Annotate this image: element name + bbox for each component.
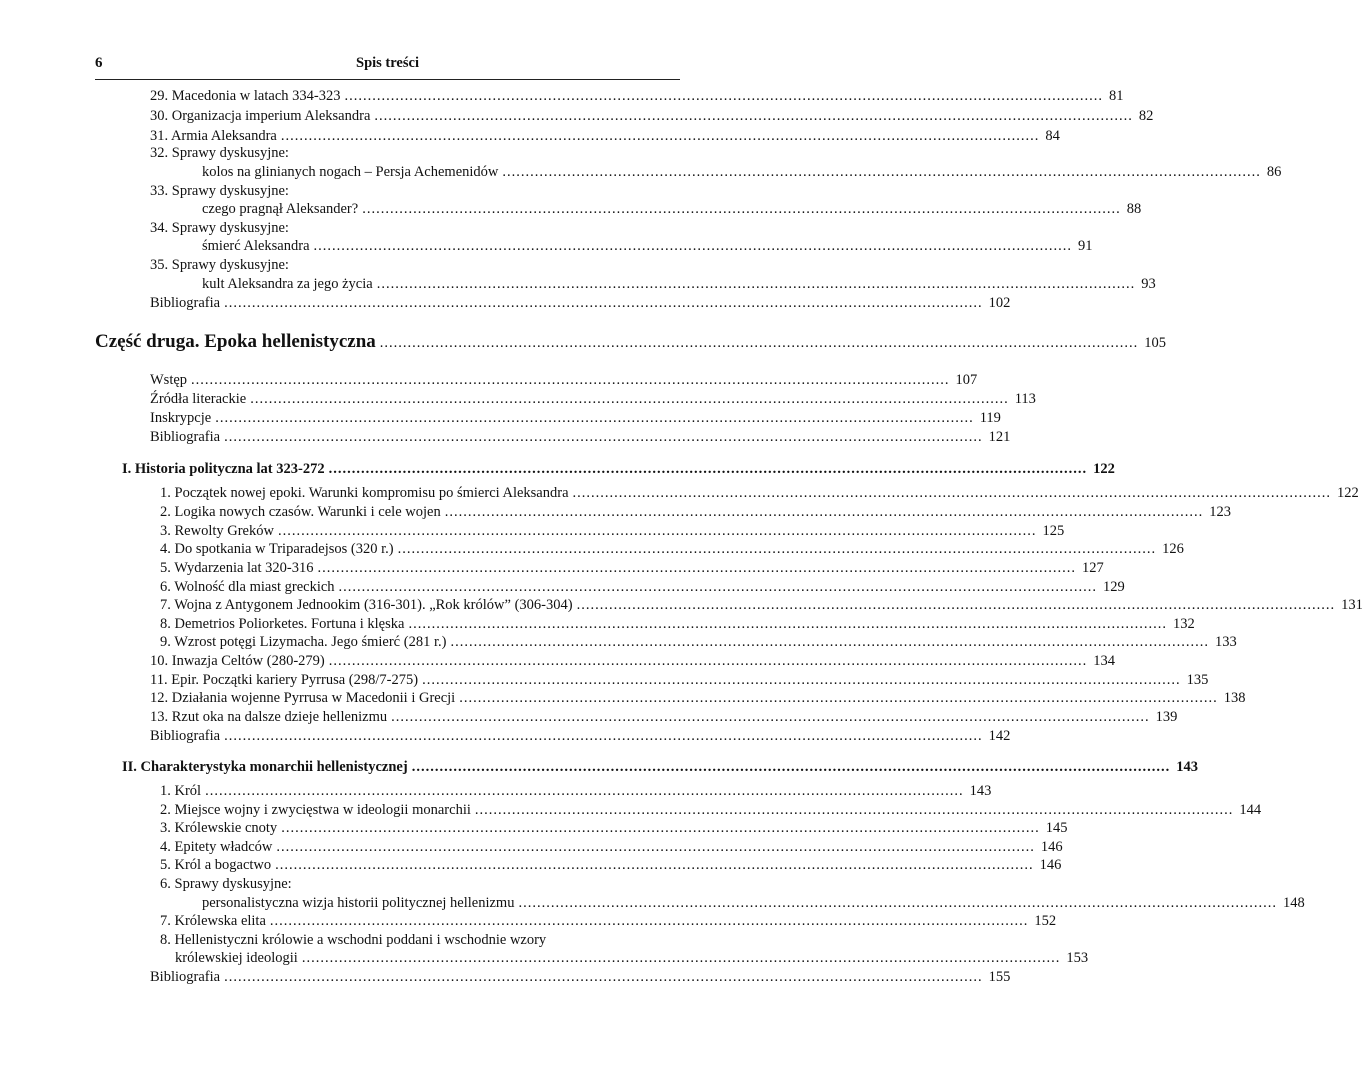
dot-leader: .................................................................................................................................................................... [269,913,1029,929]
toc-entry-title: 1. Początek nowej epoki. Warunki kompromisu po śmierci Aleksandra [160,485,569,501]
toc-entry-page: 88 [1126,201,1142,217]
dot-leader: .................................................................................................................................................................... [344,88,1103,104]
toc-entry-page: 138 [1223,690,1246,706]
toc-entry [160,837,1063,857]
toc-entry-page: 135 [1186,672,1209,688]
dot-leader: .................................................................................................................................................................... [362,201,1121,217]
toc-entry-page: 93 [1141,276,1156,292]
dot-leader: .................................................................................................................................................................... [224,295,983,311]
dot-leader: .................................................................................................................................................................... [408,616,1167,632]
toc-entry-page: 127 [1081,560,1104,576]
toc-entry-title: 29. Macedonia w latach 334-323 [150,88,341,104]
toc-entry [160,930,546,950]
dot-leader: .................................................................................................................................................................... [224,969,983,985]
toc-entry-page: 107 [955,372,978,388]
toc-entry-page: 134 [1093,653,1116,669]
toc-entry [160,521,1065,541]
toc-entry-title: Wstęp [150,372,188,388]
dot-leader: .................................................................................................................................................................... [376,276,1136,292]
toc-entry [160,502,1231,522]
toc-entry [150,688,1246,708]
dot-leader: .................................................................................................................................................................... [328,461,1088,477]
dot-leader: .................................................................................................................................................................... [518,895,1277,911]
toc-entry-page: 91 [1078,238,1093,254]
toc-entry [160,539,1184,559]
dot-leader: .................................................................................................................................................................... [450,634,1209,650]
toc-entry-page: 146 [1040,839,1063,855]
toc-entry-page: 84 [1045,128,1060,144]
toc-entry [160,483,1359,503]
page-number: 6 [95,55,103,71]
toc-entry-page: 105 [1144,335,1167,351]
toc-entry-page: 143 [1176,759,1198,775]
dot-leader: .................................................................................................................................................................... [411,759,1171,775]
dot-leader: .................................................................................................................................................................... [275,857,1034,873]
toc-entry [160,818,1068,838]
toc-entry-title: 1. Król [160,783,202,799]
toc-entry-title: królewskiej ideologii [175,950,298,966]
toc-entry-page: 144 [1239,802,1262,818]
toc-entry [202,236,1093,256]
toc-entry-title: 32. Sprawy dyskusyjne: [150,145,289,161]
toc-entry-title: 6. Wolność dla miast greckich [160,579,335,595]
toc-entry [150,707,1178,727]
toc-entry [150,427,1011,447]
toc-entry [160,855,1062,875]
toc-entry-title: 34. Sprawy dyskusyjne: [150,220,289,236]
toc-entry [150,967,1011,987]
toc-entry-page: 125 [1042,523,1065,539]
toc-entry-page: 102 [988,295,1011,311]
dot-leader: .................................................................................................................................................................... [301,950,1061,966]
toc-entry-title: I. Historia polityczna lat 323-272 [122,461,325,477]
toc-entry [150,106,1154,126]
toc-entry-title: Źródła literackie [150,391,247,407]
toc-entry-page: 143 [969,783,992,799]
toc-entry-title: Inskrypcje [150,410,212,426]
dot-leader: .................................................................................................................................................................... [317,560,1076,576]
toc-entry-title: 30. Organizacja imperium Aleksandra [150,108,371,124]
toc-entry [202,199,1142,219]
dot-leader: .................................................................................................................................................................... [422,672,1181,688]
toc-entry [150,670,1209,690]
toc-entry-title: 3. Królewskie cnoty [160,820,278,836]
toc-entry-title: Bibliografia [150,295,221,311]
dot-leader: .................................................................................................................................................................... [391,709,1150,725]
toc-entry [160,911,1057,931]
toc-entry-title: 31. Armia Aleksandra [150,128,277,144]
toc-entry [202,893,1305,913]
toc-entry-title: 6. Sprawy dyskusyjne: [160,876,292,892]
toc-entry [175,948,1089,968]
dot-leader: .................................................................................................................................................................... [397,541,1157,557]
toc-entry-page: 113 [1014,391,1036,407]
toc-entry-title: 12. Działania wojenne Pyrrusa w Macedonii i Grecji [150,690,456,706]
toc-entry [160,632,1237,652]
toc-entry [160,558,1104,578]
dot-leader: .................................................................................................................................................................... [191,372,950,388]
toc-entry [150,370,978,390]
toc-entry-title: 8. Demetrios Poliorketes. Fortuna i klęska [160,616,405,632]
toc-entry-page: 148 [1282,895,1305,911]
toc-entry-page: 86 [1266,164,1282,180]
toc-entry [160,800,1262,820]
toc-entry [150,86,1124,106]
toc-section-heading [122,459,1115,479]
dot-leader: .................................................................................................................................................................... [572,485,1332,501]
toc-entry-title: 4. Epitety władców [160,839,273,855]
dot-leader: .................................................................................................................................................................... [379,335,1139,351]
toc-entry [150,143,289,163]
toc-entry-page: 129 [1103,579,1125,595]
toc-entry-title: śmierć Aleksandra [202,238,310,254]
toc-entry-title: czego pragnął Aleksander? [202,201,359,217]
toc-entry [150,218,289,238]
dot-leader: .................................................................................................................................................................... [280,128,1040,144]
toc-entry-page: 82 [1138,108,1154,124]
dot-leader: .................................................................................................................................................................... [502,164,1261,180]
dot-leader: .................................................................................................................................................................... [374,108,1133,124]
toc-entry [150,651,1116,671]
toc-entry [150,726,1011,746]
toc-entry-page: 121 [988,429,1011,445]
toc-entry-title: 9. Wzrost potęgi Lizymacha. Jego śmierć (281 r.) [160,634,447,650]
toc-entry-title: 4. Do spotkania w Triparadejsos (320 r.) [160,541,394,557]
toc-entry-title: 3. Rewolty Greków [160,523,274,539]
toc-entry-title: 7. Królewska elita [160,913,266,929]
toc-entry-title: 2. Miejsce wojny i zwycięstwa w ideologii monarchii [160,802,471,818]
running-title: Spis treści [356,55,419,71]
dot-leader: .................................................................................................................................................................... [205,783,964,799]
toc-entry [160,614,1195,634]
toc-entry [150,255,289,275]
toc-entry [160,781,992,801]
toc-entry-title: 7. Wojna z Antygonem Jednookim (316-301). „Rok królów” (306-304) [160,597,573,613]
dot-leader: .................................................................................................................................................................... [224,429,983,445]
toc-entry-title: 5. Król a bogactwo [160,857,272,873]
toc-entry [150,181,289,201]
toc-entry-page: 153 [1066,950,1089,966]
toc-entry-page: 126 [1162,541,1184,557]
toc-entry-title: 13. Rzut oka na dalsze dzieje hellenizmu [150,709,388,725]
toc-entry [150,389,1036,409]
toc-entry [202,162,1282,182]
toc-entry-page: 146 [1039,857,1062,873]
dot-leader: .................................................................................................................................................................... [459,690,1218,706]
toc-entry-page: 132 [1172,616,1195,632]
toc-entry-title: 2. Logika nowych czasów. Warunki i cele wojen [160,504,441,520]
toc-entry [160,874,292,894]
toc-entry-title: personalistyczna wizja historii politycznej hellenizmu [202,895,515,911]
toc-entry-title: Bibliografia [150,429,221,445]
dot-leader: .................................................................................................................................................................... [281,820,1040,836]
toc-entry-title: kult Aleksandra za jego życia [202,276,373,292]
toc-entry-title: 35. Sprawy dyskusyjne: [150,257,289,273]
dot-leader: .................................................................................................................................................................... [576,597,1336,613]
toc-entry-page: 131 [1341,597,1363,613]
dot-leader: .................................................................................................................................................................... [338,579,1098,595]
toc-entry-page: 122 [1337,485,1359,501]
toc-entry-title: 33. Sprawy dyskusyjne: [150,183,289,199]
dot-leader: .................................................................................................................................................................... [474,802,1234,818]
toc-entry-title: kolos na glinianych nogach – Persja Achemenidów [202,164,499,180]
toc-entry-title: Bibliografia [150,728,221,744]
toc-entry-page: 123 [1209,504,1231,520]
dot-leader: .................................................................................................................................................................... [277,523,1037,539]
toc-entry-title: 5. Wydarzenia lat 320-316 [160,560,314,576]
toc-entry-title: 8. Hellenistyczni królowie a wschodni poddani i wschodnie wzory [160,932,547,948]
dot-leader: .................................................................................................................................................................... [328,653,1088,669]
toc-part-heading [95,329,1167,355]
toc-entry-page: 133 [1214,634,1237,650]
toc-entry-page: 119 [979,410,1001,426]
toc-entry-title: Część druga. Epoka hellenistyczna [95,331,376,352]
toc-entry-page: 142 [988,728,1011,744]
dot-leader: .................................................................................................................................................................... [276,839,1035,855]
dot-leader: .................................................................................................................................................................... [313,238,1073,254]
toc-entry [202,274,1156,294]
toc-entry-title: II. Charakterystyka monarchii hellenistycznej [122,759,408,775]
toc-entry-page: 81 [1108,88,1124,104]
toc-entry [150,293,1011,313]
dot-leader: .................................................................................................................................................................... [250,391,1009,407]
toc-entry [160,577,1125,597]
dot-leader: .................................................................................................................................................................... [224,728,983,744]
dot-leader: .................................................................................................................................................................... [215,410,974,426]
toc-entry-page: 155 [988,969,1011,985]
toc-section-heading [122,757,1198,777]
toc-entry [150,408,1001,428]
toc-entry-title: Bibliografia [150,969,221,985]
toc-entry-page: 152 [1034,913,1057,929]
toc-entry-title: 10. Inwazja Celtów (280-279) [150,653,325,669]
toc-entry [160,595,1363,615]
toc-entry-page: 139 [1155,709,1178,725]
toc-entry-page: 145 [1045,820,1068,836]
toc-entry-page: 122 [1093,461,1115,477]
toc-entry-title: 11. Epir. Początki kariery Pyrrusa (298/7-275) [150,672,419,688]
dot-leader: .................................................................................................................................................................... [444,504,1204,520]
